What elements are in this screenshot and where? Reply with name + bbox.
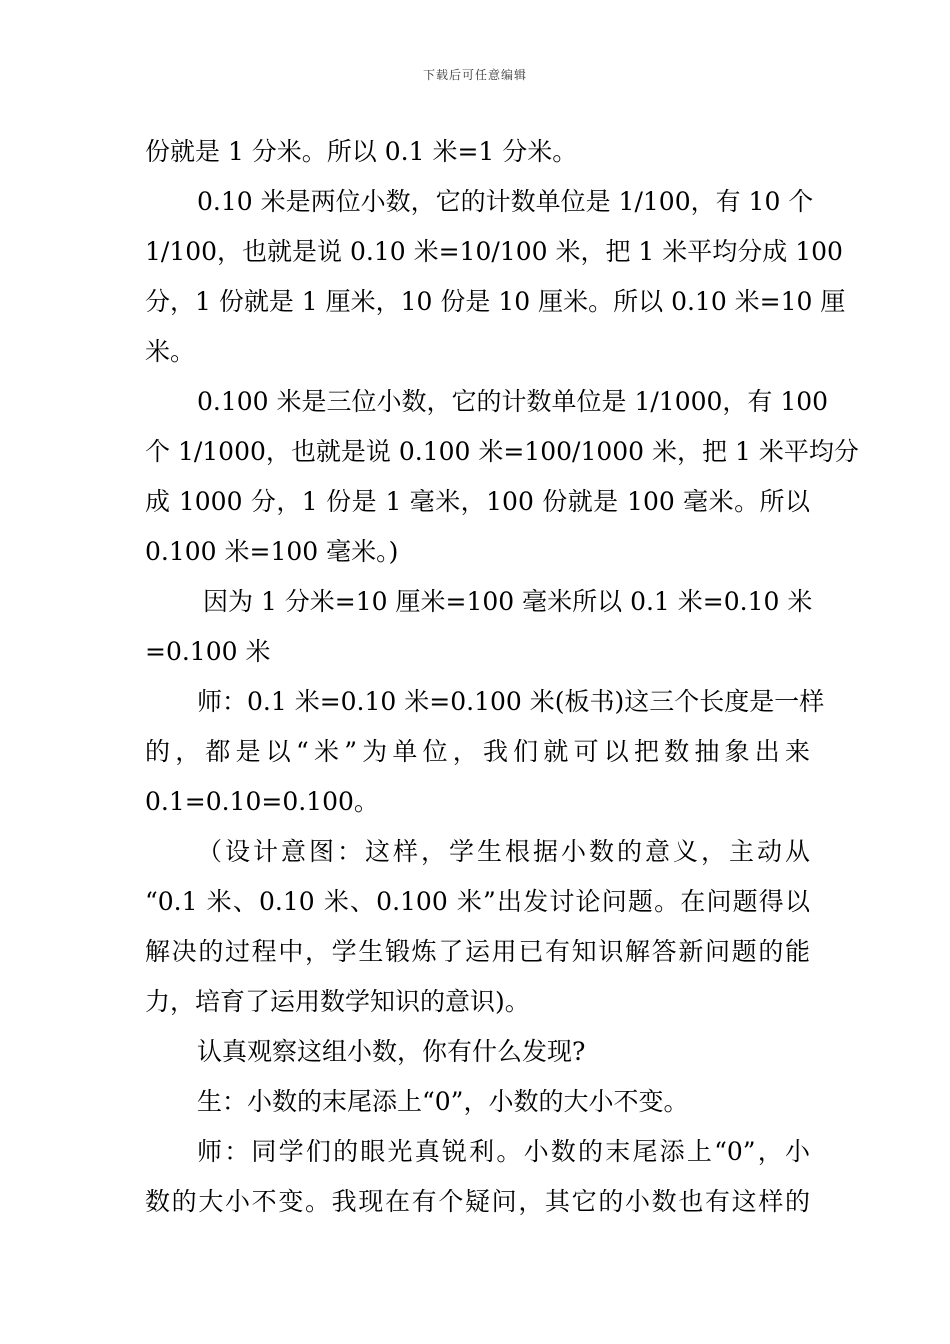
text-line: 解决的过程中，学生锻炼了运用已有知识解答新问题的能 bbox=[145, 937, 810, 966]
text-line: 师：0.1 米=0.10 米=0.100 米(板书)这三个长度是一样 bbox=[197, 687, 825, 716]
text-line: 米。 bbox=[145, 337, 196, 366]
text-line: 0.100 米是三位小数，它的计数单位是 1/1000，有 100 bbox=[197, 387, 829, 416]
text-line: 生：小数的末尾添上“0”，小数的大小不变。 bbox=[197, 1087, 689, 1116]
text-line: 成 1000 分，1 份是 1 毫米，100 份就是 100 毫米。所以 bbox=[145, 487, 810, 516]
text-line: 0.10 米是两位小数，它的计数单位是 1/100，有 10 个 bbox=[197, 187, 814, 216]
text-line: 1/100，也就是说 0.10 米=10/100 米，把 1 米平均分成 100 bbox=[145, 237, 843, 266]
text-line: 0.100 米=100 毫米。) bbox=[145, 537, 399, 566]
document-body bbox=[145, 127, 859, 1227]
text-line: 分，1 份就是 1 厘米，10 份是 10 厘米。所以 0.10 米=10 厘 bbox=[145, 287, 846, 316]
text-line: 师：同学们的眼光真锐利。小数的末尾添上“0”，小 bbox=[197, 1137, 810, 1166]
text-line: （设计意图：这样，学生根据小数的意义，主动从 bbox=[197, 837, 810, 866]
text-line: 个 1/1000，也就是说 0.100 米=100/1000 米，把 1 米平均分 bbox=[145, 437, 859, 466]
text-line: 数的大小不变。我现在有个疑问，其它的小数也有这样的 bbox=[145, 1187, 810, 1216]
text-line: 力，培育了运用数学知识的意识)。 bbox=[145, 987, 530, 1016]
text-line: 0.1=0.10=0.100。 bbox=[145, 787, 379, 816]
text-line: 份就是 1 分米。所以 0.1 米=1 分米。 bbox=[145, 137, 578, 166]
text-line: 认真观察这组小数，你有什么发现? bbox=[197, 1037, 586, 1066]
text-line: 的，都是以“米”为单位，我们就可以把数抽象出来 bbox=[145, 737, 810, 766]
text-line: “0.1 米、0.10 米、0.100 米”出发讨论问题。在问题得以 bbox=[145, 887, 810, 916]
page-header: 下载后可任意编辑 bbox=[422, 68, 527, 82]
text-line: =0.100 米 bbox=[145, 637, 271, 666]
text-line: 因为 1 分米=10 厘米=100 毫米所以 0.1 米=0.10 米 bbox=[203, 587, 813, 616]
